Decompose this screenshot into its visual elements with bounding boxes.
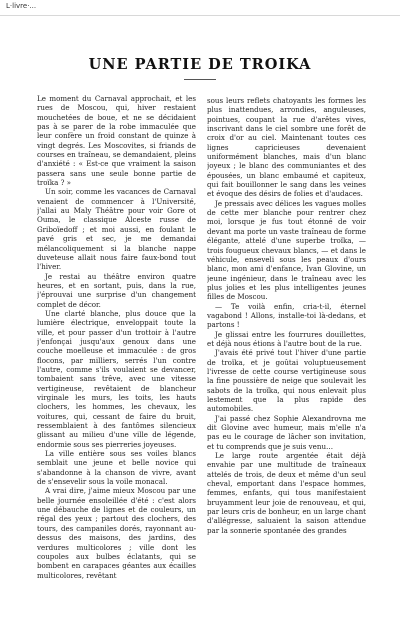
paragraph: Un soir, comme les vacances de Carnaval venaient de commencer à l'Université, j'allai au Maly Théâtre pour voir Gore ot Ouma, le classique Alceste russe de Griboïedoff ; et moi aussi, en foulant le pavé gris et sec, je me demandai mélancoliquement si la blanche nappe duveteuse allait nous faire faux-bond tout l'hiver.	[37, 187, 196, 272]
title-divider	[184, 79, 216, 80]
paragraph: sous leurs reflets chatoyants les formes les plus inattendues, arrondies, anguleuses, pointues, coupant la rue d'arêtes vives, inscrivant dans le ciel sombre une forêt de croix d'or au ciel. Maintenant toutes ces lignes capricieuses devenaient uniformément blanches, mais d'un blanc joyeux ; le blanc des communiantes et des épousées, un blanc embaumé et capiteux, qui fait bouillonner le sang dans les veines et évoque des désirs de folies et d'audaces.	[207, 96, 366, 199]
article-title: UNE PARTIE DE TROIKA	[88, 56, 312, 73]
paragraph: Je glissai entre les fourrures douillettes, et déjà nous étions à l'autre bout de la rue.	[207, 329, 366, 348]
paragraph: Une clarté blanche, plus douce que la lumière électrique, enveloppait toute la ville, et pour passer d'un trottoir à l'autre j'enfonçai jusqu'aux genoux dans une couche moelleuse et immaculée : de gros flocons, par milliers, serrés l'un contre l'autre, comme s'ils voulaient se devancer, tombaient sans trêve, avec une vitesse vertigineuse, revêtaient de blancheur virginale les murs, les toits, les hauts clochers, les hommes, les chevaux, les voitures, qui, cessant de faire du bruit, ressemblaient à des fantômes silencieux glissant au milieu d'une ville de légende, endormie sous ses pierreries joyeuses.	[37, 308, 196, 449]
paragraph: Je pressais avec délices les vagues molles de cette mer blanche pour rentrer chez moi, lorsque je fus tout étonné de voir devant ma porte un vaste traîneau de forme élégante, attelé d'une superbe troïka, — trois fougueux chevaux blancs, — et dans le véhicule, enseveli sous les peaux d'ours blanc, mon ami d'enfance, Ivan Glovine, un jeune ingénieur, dans le traîneau avec les plus jolies et les plus intelligentes jeunes filles de Moscou.	[207, 198, 366, 302]
paragraph: La ville entière sous ses voiles blancs semblait une jeune et belle novice qui s'abandonne à la chanson de vivre, avant de s'ensevelir sous la voile monacal.	[37, 449, 196, 487]
right-column	[207, 96, 366, 632]
paragraph: — Te voilà enfin, cria-t-il, éternel vagabond ! Allons, installe-toi là-dedans, et partons !	[207, 301, 366, 330]
paragraph: J'ai passé chez Sophie Alexandrovna me dit Glovine avec humeur, mais m'elle n'a pas eu le courage de lâcher son invitation, et tu comprends que je suis venu…	[207, 413, 366, 451]
page-header-strip	[0, 0, 400, 16]
paragraph: Le moment du Carnaval approchait, et les rues de Moscou, qui, hiver restaient mouchetées de boue, et ne se décidaient pas à se parer de la robe immaculée que leur confère un froid constant de quinze à vingt degrés. Les Moscovites, si friands de courses en traîneau, se demandaient, pleins d'anxiété : « Est-ce que vraiment la saison passera sans une seule bonne partie de troïka ? »	[37, 94, 196, 188]
header-left-text: L·livre·...	[6, 2, 37, 10]
paragraph: Le large route argentée était déjà envahie par une multitude de traîneaux attelés de trois, de deux et même d'un seul cheval, emportant dans l'espace hommes, femmes, enfants, qui tous manifestaient bruyamment leur joie de renouveau, et qui, par leurs cris de bonheur, en un large chant d'allégresse, saluaient la saison attendue par la sonnerie spontanée des grandes	[207, 451, 366, 535]
paragraph: A vrai dire, j'aime mieux Moscou par une belle journée ensoleillée d'été : c'est alors une débauche de lignes et de couleurs, un régal des yeux ; partout des clochers, des tours, des campaniles dorés, rayonnant au-dessus des maisons, des jardins, des verdures multicolores ; ville dont les coupoles aux bulbes éclatants, qui se bombent en carapaces géantes aux écailles multicolores, revêtant	[37, 486, 196, 580]
paragraph: J'avais été privé tout l'hiver d'une partie de troïka, et je goûtai voluptueusement l'ivresse de cette course vertigineuse sous la fine poussière de neige que soulevait les sabots de la troïka, qui nous enlevait plus lestement que la plus rapide des automobiles.	[207, 348, 366, 414]
left-column	[37, 94, 196, 630]
paragraph: Je restai au théâtre environ quatre heures, et en sortant, puis, dans la rue, j'éprouvai une surprise d'un changement complet de décor.	[37, 271, 196, 309]
